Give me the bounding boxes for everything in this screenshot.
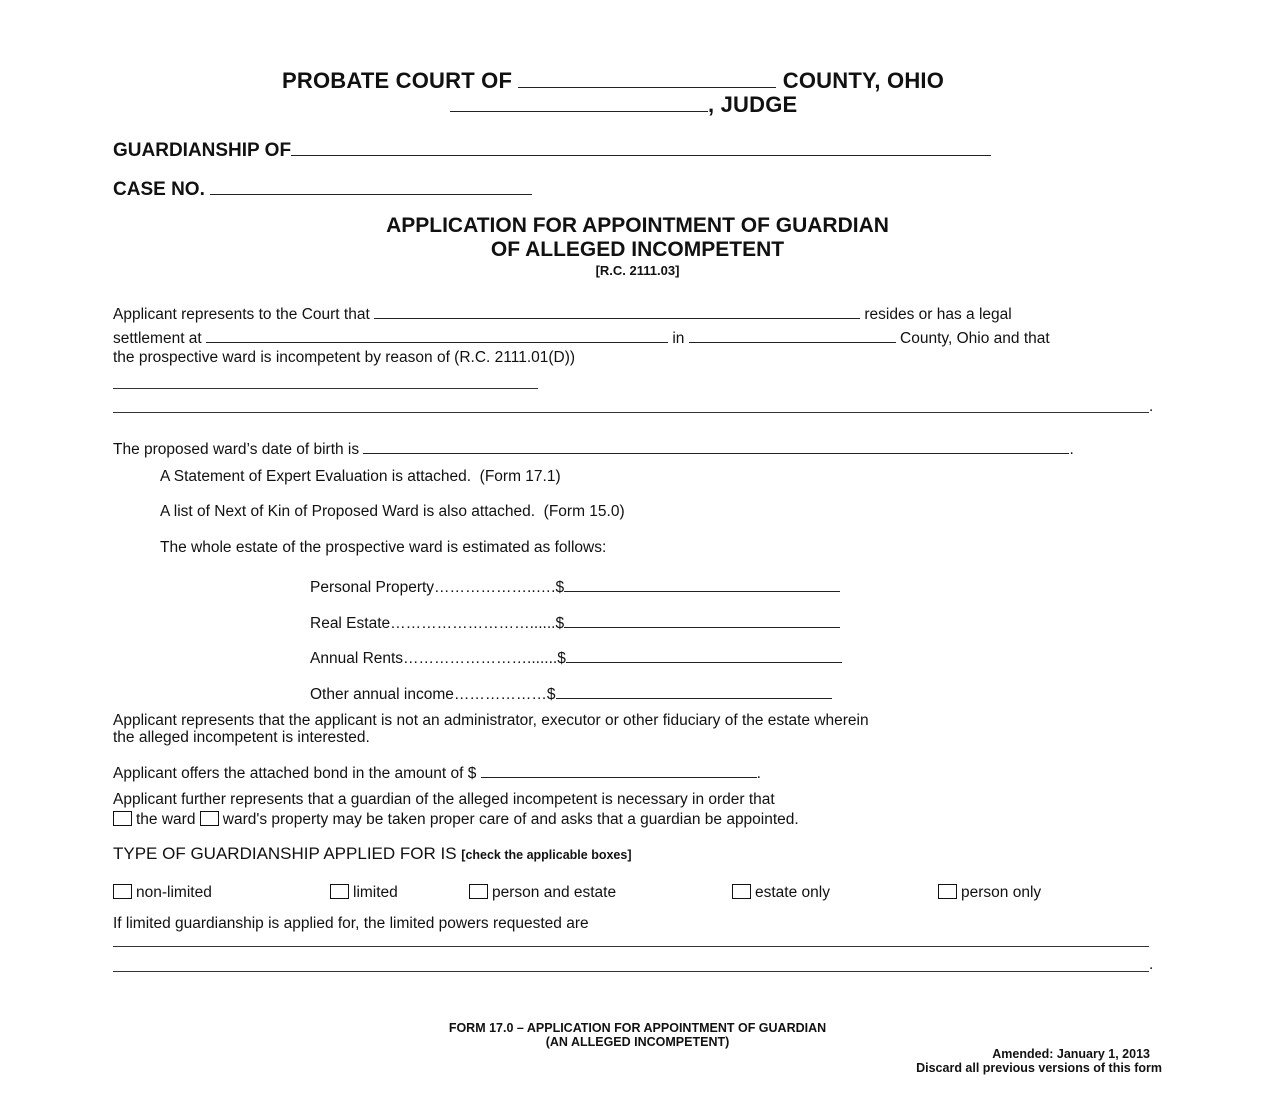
ward-property-option-label: ward's property may be taken proper care of and asks that a guardian be appointed. (222, 811, 799, 828)
personal-property-field[interactable] (564, 574, 840, 592)
representation-line3: the prospective ward is incompetent by reason of (R.C. 2111.01(D)) (113, 349, 576, 366)
amended-date: Amended: January 1, 2013 (992, 1047, 1150, 1061)
court-header (282, 68, 944, 94)
dob-field[interactable] (363, 436, 1069, 454)
ward-option-label: the ward (136, 811, 196, 828)
discard-notice: Discard all previous versions of this form (916, 1061, 1162, 1075)
dob-label: The proposed ward’s date of birth is (113, 441, 364, 458)
option-label: limited (353, 884, 398, 901)
annual-rents-field[interactable] (566, 645, 842, 663)
ward-property-checkbox[interactable] (200, 811, 219, 826)
guardianship-of-row (113, 138, 991, 162)
representation-line2 (113, 325, 1050, 348)
estate-row-personal-property (310, 574, 840, 597)
estate-row-annual-rents (310, 645, 842, 668)
option-label: person and estate (492, 884, 617, 901)
person-and-estate-checkbox[interactable] (469, 884, 488, 899)
type-instruction: [check the applicable boxes] (461, 848, 632, 862)
necessity-line2 (113, 811, 799, 829)
option-estate-only (732, 884, 830, 902)
bond-row: Applicant offers the attached bond in the amount of $ . (113, 760, 761, 783)
settlement-address-field[interactable] (206, 325, 668, 343)
guardianship-type-heading (113, 844, 631, 864)
judge-name-field[interactable] (450, 94, 708, 112)
other-income-field[interactable] (556, 681, 832, 699)
estate-row-real-estate (310, 610, 840, 633)
form-title-line1: APPLICATION FOR APPOINTMENT OF GUARDIAN (386, 214, 889, 237)
representation-line1 (113, 301, 1012, 324)
form-footer-line2: (AN ALLEGED INCOMPETENT) (545, 1035, 730, 1049)
option-limited (330, 884, 398, 902)
limited-powers-field-2[interactable] (113, 971, 1149, 972)
fiduciary-line2: the alleged incompetent is interested. (113, 729, 370, 746)
estate-row-other-income (310, 681, 832, 704)
form-title-line2: OF ALLEGED INCOMPETENT (490, 238, 785, 261)
limited-powers-label: If limited guardianship is applied for, the limited powers requested are (113, 915, 589, 932)
case-number-field[interactable] (210, 177, 532, 195)
limited-powers-field-1[interactable] (113, 946, 1149, 947)
bond-amount-field[interactable] (481, 760, 757, 778)
ward-checkbox[interactable] (113, 811, 132, 826)
representation-text-a: Applicant represents to the Court that (113, 306, 375, 323)
case-label: CASE NO. (113, 179, 205, 200)
county-ohio-label: County, Ohio and that (895, 330, 1050, 347)
next-of-kin-statement: A list of Next of Kin of Proposed Ward is also attached. (Form 15.0) (160, 503, 625, 520)
real-estate-field[interactable] (564, 610, 840, 628)
court-prefix: PROBATE COURT OF (282, 68, 519, 93)
incompetence-reason-field-2[interactable] (113, 412, 1149, 413)
court-suffix: COUNTY, OHIO (776, 68, 945, 93)
statute-reference: [R.C. 2111.03] (595, 263, 680, 278)
ward-county-field[interactable] (689, 325, 896, 343)
estate-label: Annual Rents…………………….......$ (310, 650, 566, 667)
estate-only-checkbox[interactable] (732, 884, 751, 899)
estate-label: Personal Property………………..….$ (310, 579, 565, 596)
settlement-label: settlement at (113, 330, 207, 347)
bond-label: Applicant offers the attached bond in the amount of $ (113, 765, 481, 782)
dob-row: The proposed ward’s date of birth is . (113, 436, 1074, 459)
ward-name-field[interactable] (374, 301, 860, 319)
option-label: estate only (755, 884, 830, 901)
form-footer-line1: FORM 17.0 – APPLICATION FOR APPOINTMENT OF GUARDIAN (448, 1021, 827, 1035)
in-label: in (668, 330, 689, 347)
estate-intro: The whole estate of the prospective ward is estimated as follows: (160, 539, 607, 556)
option-person-only (938, 884, 1041, 902)
person-only-checkbox[interactable] (938, 884, 957, 899)
judge-label: , JUDGE (708, 92, 798, 117)
guardianship-label: GUARDIANSHIP OF (113, 140, 292, 161)
estate-label: Real Estate………………………......$ (310, 615, 565, 632)
representation-text-b: resides or has a legal (860, 306, 1012, 323)
option-person-and-estate (469, 884, 616, 902)
option-label: non-limited (136, 884, 212, 901)
type-heading-text: TYPE OF GUARDIANSHIP APPLIED FOR IS (113, 844, 462, 863)
county-name-field[interactable] (518, 70, 776, 88)
expert-evaluation-statement: A Statement of Expert Evaluation is attached. (Form 17.1) (160, 468, 561, 485)
non-limited-checkbox[interactable] (113, 884, 132, 899)
option-label: person only (961, 884, 1042, 901)
fiduciary-line1: Applicant represents that the applicant is not an administrator, executor or other fiduciary of the estate wherein (113, 712, 869, 729)
judge-header (450, 92, 797, 118)
estate-label: Other annual income………………$ (310, 686, 556, 703)
period: . (1149, 956, 1154, 973)
option-non-limited (113, 884, 212, 902)
guardianship-of-field[interactable] (291, 138, 991, 156)
case-no-row (113, 177, 532, 201)
period: . (1149, 398, 1154, 415)
incompetence-reason-field-1[interactable] (113, 388, 538, 389)
limited-checkbox[interactable] (330, 884, 349, 899)
necessity-line1: Applicant further represents that a guardian of the alleged incompetent is necessary in order that (113, 791, 775, 808)
